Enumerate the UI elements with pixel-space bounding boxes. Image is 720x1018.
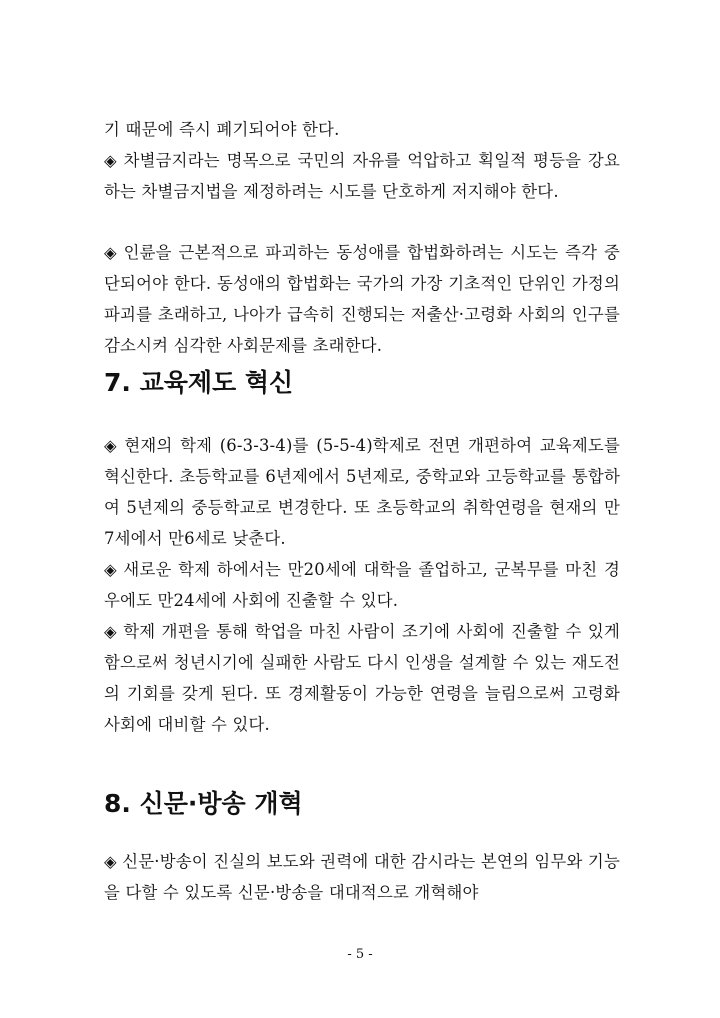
section-heading-media: 8. 신문·방송 개혁 bbox=[104, 789, 303, 818]
paragraph-continuation: 기 때문에 즉시 폐기되어야 한다. bbox=[104, 120, 340, 139]
page-number: - 5 - bbox=[347, 947, 373, 962]
paragraph-new-system: ◈ 새로운 학제 하에서는 만20세에 대학을 졸업하고, 군복무를 마친 경우에도 만24세에 사회에 진출할 수 있다. bbox=[104, 560, 620, 610]
paragraph-school-system: ◈ 현재의 학제 (6-3-3-4)를 (5-5-4)학제로 전면 개편하여 교육제도를 혁신한다. 초등학교를 6년제에서 5년제로, 중학교와 고등학교를 통합하여 5년제의 중등학교로 변경한다. 또 초등학교의 취학연령을 현재의 만7세에서 만6세로 낮춘다. bbox=[104, 436, 620, 548]
paragraph-reform-effect: ◈ 학제 개편을 통해 학업을 마친 사람이 조기에 사회에 진출할 수 있게 함으로써 청년시기에 실패한 사람도 다시 인생을 설계할 수 있는 재도전의 기회를 갖게 된다. 또 경제활동이 가능한 연령을 늘림으로써 고령화 사회에 대비할 수 있다. bbox=[104, 622, 620, 734]
paragraph-homosexuality: ◈ 인륜을 근본적으로 파괴하는 동성애를 합법화하려는 시도는 즉각 중단되어야 한다. 동성애의 합법화는 국가의 가장 기초적인 단위인 가정의 파괴를 초래하고, 나아가 급속히 진행되는 저출산·고령화 사회의 인구를 감소시켜 심각한 사회문제를 초래한다. bbox=[104, 243, 620, 355]
paragraph-anti-discrimination-law: ◈ 차별금지라는 명목으로 국민의 자유를 억압하고 획일적 평등을 강요하는 차별금지법을 제정하려는 시도를 단호하게 저지해야 한다. bbox=[104, 151, 620, 201]
paragraph-media-reform: ◈ 신문·방송이 진실의 보도와 권력에 대한 감시라는 본연의 임무와 기능을 다할 수 있도록 신문·방송을 대대적으로 개혁해야 bbox=[104, 852, 620, 902]
section-heading-education: 7. 교육제도 혁신 bbox=[104, 368, 294, 397]
